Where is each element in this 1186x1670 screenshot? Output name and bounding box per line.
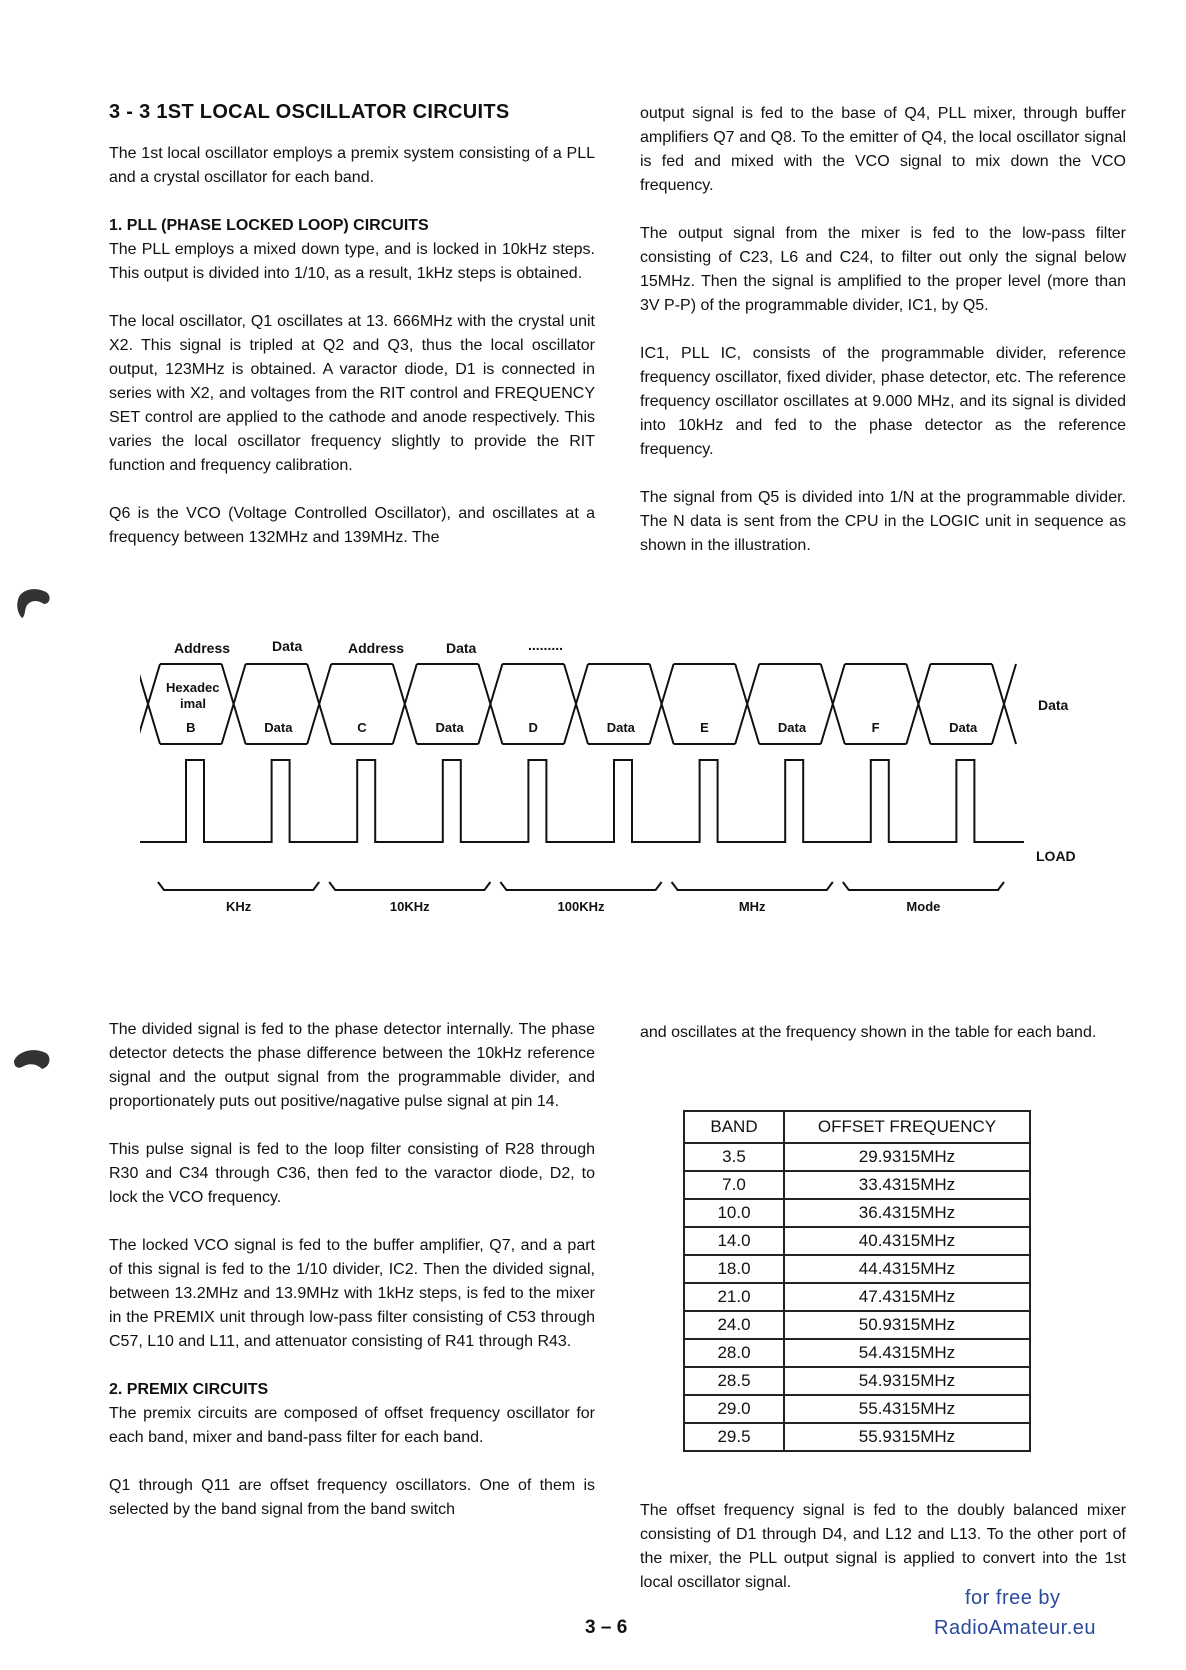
offset-frequency-cell: 44.4315MHz: [784, 1255, 1030, 1283]
lower-left-column: [109, 1018, 595, 1546]
table-row: [684, 1283, 1030, 1311]
bus-transition-4: [478, 664, 502, 744]
lower-left-paragraph-3: The locked VCO signal is fed to the buffer amplifier, Q7, and a part of this signal is fed to the 1/10 divider, IC2. Then the divided signal, between 13.2MHz and 13.9MHz with 1kHz steps, is fed to the mixer in the PREMIX unit through low-pass filter consisting of C53 through C57, L10 and L11, and attenuator consisting of R41 through R43.: [109, 1237, 595, 1350]
upper-right-column: [640, 102, 1126, 582]
table-row: [684, 1367, 1030, 1395]
bus-cell-label-3: Data: [435, 720, 464, 735]
band-cell: 28.0: [684, 1339, 784, 1367]
bus-cell-label-9: Data: [949, 720, 978, 735]
bracket-1: [329, 882, 490, 890]
band-cell: 29.5: [684, 1423, 784, 1451]
top-label-data-1: Data: [272, 638, 303, 654]
offset-frequency-cell: 29.9315MHz: [784, 1143, 1030, 1171]
offset-frequency-cell: 40.4315MHz: [784, 1227, 1030, 1255]
bus-cell-label-6: E: [700, 720, 709, 735]
bus-transition-7: [735, 664, 759, 744]
intro-paragraph: The 1st local oscillator employs a premix system consisting of a PLL and a crystal oscillator for each band.: [109, 145, 595, 186]
bracket-3: [672, 882, 833, 890]
digit-bracket-labels: [226, 899, 940, 914]
offset-frequency-cell: 54.4315MHz: [784, 1339, 1030, 1367]
bus-cell-label-7: Data: [777, 720, 807, 735]
punch-hole-mark-bottom: [12, 1047, 52, 1075]
pll-right-paragraph-3: IC1, PLL IC, consists of the programmable divider, reference frequency oscillator, fixed divider, phase detector, etc. The reference frequency oscillator oscillates at 9.000 MHz, and its signal is divided into 10kHz and fed to the phase detector as the reference frequency.: [640, 345, 1126, 458]
pll-right-paragraph-1: output signal is fed to the base of Q4, PLL mixer, through buffer amplifiers Q7 and Q8. To the emitter of Q4, the local oscillator signal is fed and mixed with the VCO signal to mix down the VCO frequency.: [640, 105, 1126, 194]
offset-frequency-cell: 55.4315MHz: [784, 1395, 1030, 1423]
load-label: LOAD: [1036, 848, 1076, 864]
table-body: [684, 1143, 1030, 1451]
bus-transition-5: [564, 664, 588, 744]
load-pulse-waveform: [140, 760, 1024, 842]
table-row: [684, 1423, 1030, 1451]
table-row: [684, 1199, 1030, 1227]
lower-right-paragraph-1: and oscillates at the frequency shown in the table for each band.: [640, 1024, 1097, 1041]
hexadecimal-label-line2: imal: [180, 696, 207, 711]
offset-frequency-cell: 47.4315MHz: [784, 1283, 1030, 1311]
top-labels: [174, 637, 563, 656]
bus-transition-2: [307, 664, 331, 744]
bus-transition-3: [393, 664, 417, 744]
bus-transition-10: [992, 664, 1016, 744]
bus-transition-0: [140, 664, 160, 744]
pll-paragraph-3: Q6 is the VCO (Voltage Controlled Oscillator), and oscillates at a frequency between 132MHz and 139MHz. The: [109, 505, 595, 546]
offset-frequency-table: [683, 1110, 1031, 1452]
offset-frequency-cell: 33.4315MHz: [784, 1171, 1030, 1199]
pll-paragraph-2: The local oscillator, Q1 oscillates at 13. 666MHz with the crystal unit X2. This signal is tripled at Q2 and Q3, thus the local oscillator output, 123MHz is obtained. A varactor diode, D1 is connected in series with X2, and voltages from the RIT control and FREQUENCY SET control are applied to the cathode and anode respectively. This varies the local oscillator frequency slightly to provide the RIT function and frequency calibration.: [109, 313, 595, 474]
table-header-band: BAND: [684, 1111, 784, 1143]
watermark-line-2: RadioAmateur.eu: [934, 1617, 1097, 1639]
table-row: [684, 1143, 1030, 1171]
table-header-row: [684, 1111, 1030, 1143]
lower-right-column: [640, 1021, 1126, 1069]
band-cell: 10.0: [684, 1199, 784, 1227]
table-row: [684, 1227, 1030, 1255]
bracket-0: [158, 882, 319, 890]
pll-right-paragraph-2: The output signal from the mixer is fed to the low-pass filter consisting of C23, L6 and C24, to filter out only the signal below 15MHz. Then the signal is amplified to the proper level (more than 3V P-P) of the programmable divider, IC1, by Q5.: [640, 225, 1126, 314]
bus-cell-label-0: B: [186, 720, 196, 735]
bracket-label-3: MHz: [738, 899, 766, 914]
upper-left-column: [109, 100, 595, 574]
top-label-ellipsis: .........: [528, 637, 564, 653]
bus-transition-6: [650, 664, 674, 744]
bracket-label-2: 100KHz: [557, 899, 605, 914]
bus-transition-8: [821, 664, 845, 744]
band-cell: 7.0: [684, 1171, 784, 1199]
band-cell: 28.5: [684, 1367, 784, 1395]
table-row: [684, 1311, 1030, 1339]
bus-cell-label-5: Data: [606, 720, 635, 735]
top-label-address-2: Address: [348, 640, 405, 656]
bracket-label-4: Mode: [906, 899, 941, 914]
band-cell: 18.0: [684, 1255, 784, 1283]
pll-heading: 1. PLL (PHASE LOCKED LOOP) CIRCUITS: [109, 217, 429, 234]
band-cell: 24.0: [684, 1311, 784, 1339]
hexadecimal-label-line1: Hexadec: [166, 680, 220, 695]
offset-frequency-cell: 50.9315MHz: [784, 1311, 1030, 1339]
offset-frequency-cell: 36.4315MHz: [784, 1199, 1030, 1227]
bus-cell-label-4: D: [528, 720, 538, 735]
table-row: [684, 1171, 1030, 1199]
bracket-2: [500, 882, 661, 890]
pll-right-paragraph-4: The signal from Q5 is divided into 1/N at the programmable divider. The N data is sent from the CPU in the LOGIC unit in sequence as shown in the illustration.: [640, 489, 1126, 554]
lower-right-paragraph-2: The offset frequency signal is fed to the doubly balanced mixer consisting of D1 through D4, and L12 and L13. To the other port of the mixer, the PLL output signal is applied to convert into the 1st local oscillator signal.: [640, 1502, 1126, 1591]
table-row: [684, 1255, 1030, 1283]
bracket-label-1: 10KHz: [389, 899, 430, 914]
top-label-address-1: Address: [174, 640, 231, 656]
bus-cell-label-1: Data: [264, 720, 293, 735]
top-label-data-2: Data: [446, 640, 477, 656]
lower-left-paragraph-4: The premix circuits are composed of offset frequency oscillator for each band, mixer and band-pass filter for each band.: [109, 1405, 595, 1446]
lower-left-paragraph-5: Q1 through Q11 are offset frequency oscillators. One of them is selected by the band signal from the band switch: [109, 1477, 595, 1518]
bracket-label-0: KHz: [225, 899, 252, 914]
table-row: [684, 1339, 1030, 1367]
watermark-line-1: for free by: [965, 1587, 1061, 1609]
band-cell: 3.5: [684, 1143, 784, 1171]
band-cell: 29.0: [684, 1395, 784, 1423]
bracket-4: [843, 882, 1004, 890]
lower-left-paragraph-1: The divided signal is fed to the phase detector internally. The phase detector detects the phase difference between the 10kHz reference signal and the output signal from the programmable divider, and proportionately puts out positive/nagative pulse signal at pin 14.: [109, 1021, 595, 1110]
punch-hole-mark-top: [14, 586, 54, 622]
offset-frequency-cell: 55.9315MHz: [784, 1423, 1030, 1451]
offset-frequency-cell: 54.9315MHz: [784, 1367, 1030, 1395]
bus-transition-1: [222, 664, 246, 744]
pll-paragraph-1: The PLL employs a mixed down type, and is locked in 10kHz steps. This output is divided into 1/10, as a result, 1kHz steps is obtained.: [109, 241, 595, 282]
page-number: 3 – 6: [585, 1617, 628, 1638]
lower-left-paragraph-2: This pulse signal is fed to the loop filter consisting of R28 through R30 and C34 through C36, then fed to the varactor diode, D2, to lock the VCO frequency.: [109, 1141, 595, 1206]
band-cell: 21.0: [684, 1283, 784, 1311]
table-row: [684, 1395, 1030, 1423]
timing-diagram: [140, 630, 1080, 982]
bus-transition-9: [906, 664, 930, 744]
bus-cell-label-2: C: [357, 720, 367, 735]
bus-cell-label-8: F: [871, 720, 880, 735]
digit-brackets: [158, 882, 1004, 890]
table-header-offset-frequency: OFFSET FREQUENCY: [784, 1111, 1030, 1143]
end-data-label: Data: [1038, 697, 1069, 713]
band-cell: 14.0: [684, 1227, 784, 1255]
section-title: 3 - 3 1ST LOCAL OSCILLATOR CIRCUITS: [109, 101, 510, 123]
premix-heading: 2. PREMIX CIRCUITS: [109, 1381, 269, 1398]
